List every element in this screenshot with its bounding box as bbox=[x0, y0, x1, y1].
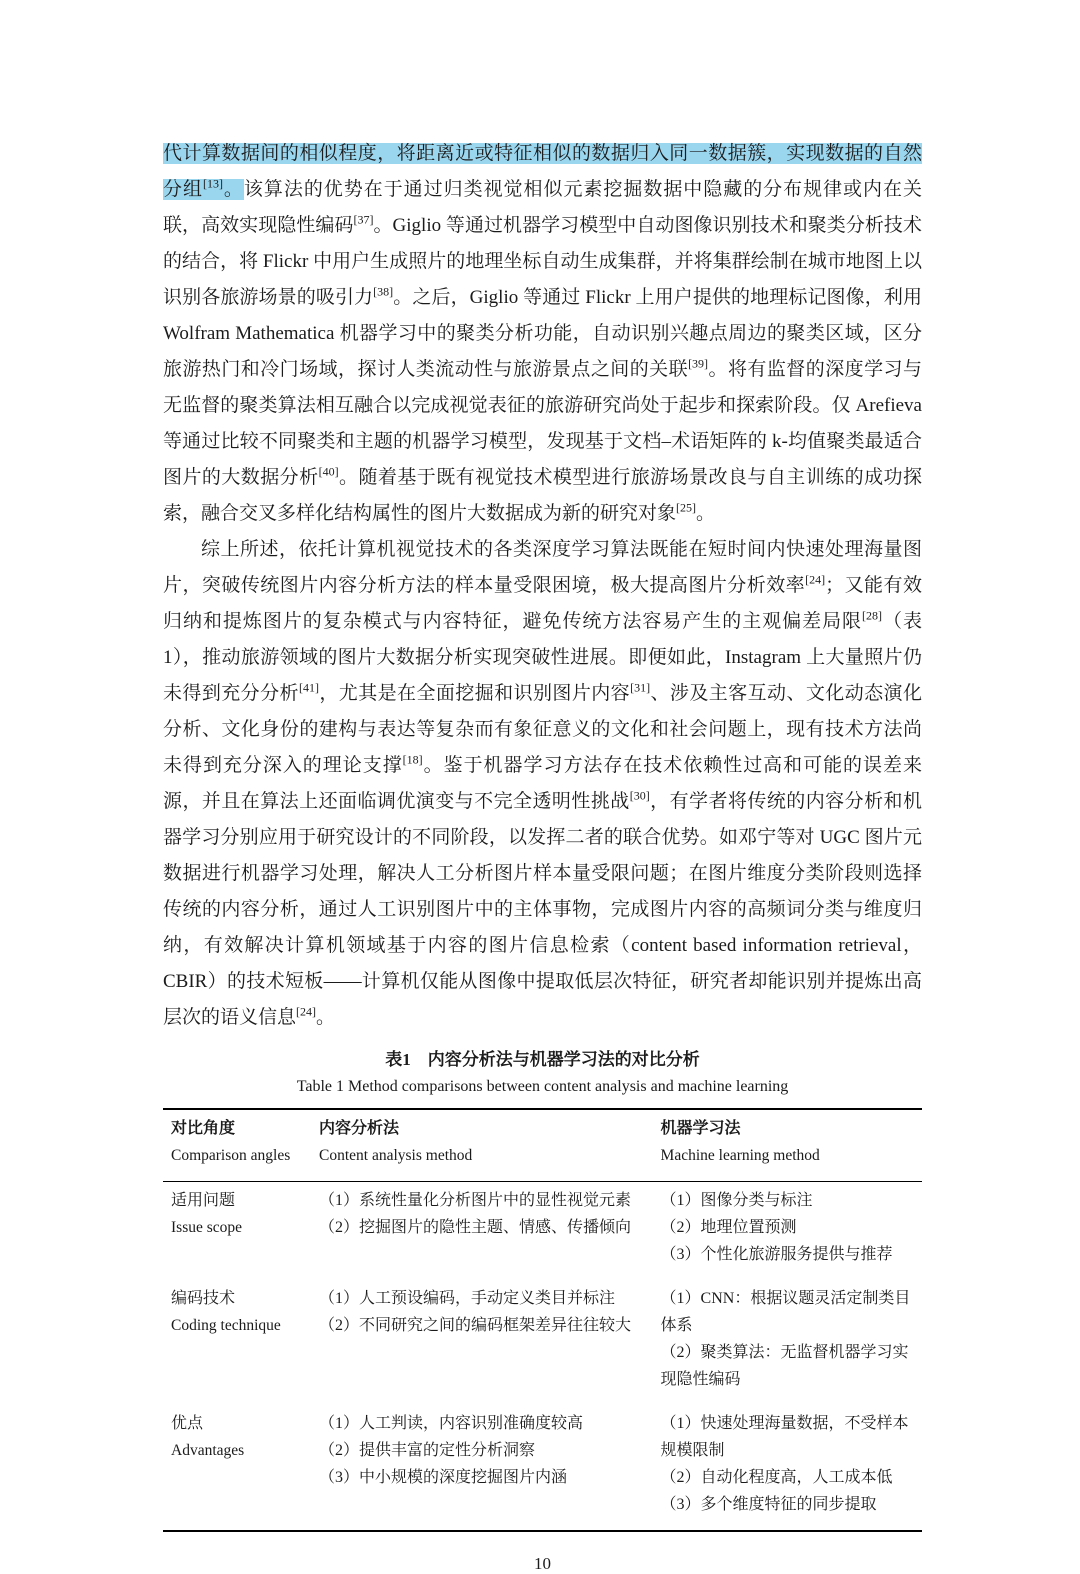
table-row bbox=[163, 1280, 922, 1405]
ml-item: （2）地理位置预测 bbox=[660, 1219, 797, 1236]
header-content-analysis-en: Content analysis method bbox=[319, 1147, 473, 1164]
table-row bbox=[163, 1405, 922, 1531]
content-item: （1）人工判读，内容识别准确度较高 bbox=[319, 1415, 584, 1432]
paragraph-2: 综上所述，依托计算机视觉技术的各类深度学习算法既能在短时间内快速处理海量图片，突破传统图片内容分析方法的样本量受限困境，极大提高图片分析效率[24]；又能有效归纳和提炼图片的复杂模式与内容特征，避免传统方法容易产生的主观偏差局限[28]（表 1），推动旅游领域的图片大数据分析实现突破性进展。即便如此，Instagram 上大量照片仍未得到充分分析[41]，尤其是在全面挖掘和识别图片内容[31]、涉及主客互动、文化动态演化分析、文化身份的建构与表达等复杂而有象征意义的文化和社会问题上，现有技术方法尚未得到充分深入的理论支撑[18]。鉴于机器学习方法存在技术依赖性过高和可能的误差来源，并且在算法上还面临调优演变与不完全透明性挑战[30]，有学者将传统的内容分析和机器学习分别应用于研究设计的不同阶段，以发挥二者的联合优势。如邓宁等对 UGC 图片元数据进行机器学习处理，解决人工分析图片样本量受限问题；在图片维度分类阶段则选择传统的内容分析，通过人工识别图片中的主体事物，完成图片内容的高频词分类与维度归纳，有效解决计算机领域基于内容的图片信息检索（content based information retrieval，CBIR）的技术短板——计算机仅能从图像中提取低层次特征，研究者却能识别并提炼出高层次的语义信息[24]。 bbox=[163, 539, 922, 1028]
ml-item: （3）个性化旅游服务提供与推荐 bbox=[660, 1246, 893, 1263]
content-item: （2）挖掘图片的隐性主题、情感、传播倾向 bbox=[319, 1219, 632, 1236]
content-item: （3）中小规模的深度挖掘图片内涵 bbox=[319, 1469, 568, 1486]
table-header-row bbox=[163, 1109, 922, 1182]
header-comparison-angles-zh: 对比角度 bbox=[171, 1120, 236, 1137]
ml-item: （2）聚类算法：无监督机器学习实现隐性编码 bbox=[660, 1344, 909, 1388]
content-item: （2）提供丰富的定性分析洞察 bbox=[319, 1442, 536, 1459]
comparison-table bbox=[163, 1108, 922, 1532]
ml-item: （2）自动化程度高，人工成本低 bbox=[660, 1469, 893, 1486]
header-machine-learning-zh: 机器学习法 bbox=[660, 1120, 741, 1137]
ml-item: （1）图像分类与标注 bbox=[660, 1192, 813, 1209]
row-content-cell bbox=[311, 1405, 653, 1531]
content-item: （1）人工预设编码，手动定义类目并标注 bbox=[319, 1290, 616, 1307]
row-angle-cell bbox=[163, 1405, 311, 1531]
row-content-cell bbox=[311, 1280, 653, 1405]
row-angle-cell bbox=[163, 1280, 311, 1405]
row-angle-en: Advantages bbox=[171, 1442, 245, 1459]
row-ml-cell bbox=[653, 1182, 922, 1281]
row-ml-cell bbox=[653, 1280, 922, 1405]
header-content-analysis bbox=[311, 1109, 653, 1182]
row-content-cell bbox=[311, 1182, 653, 1281]
row-angle-en: Issue scope bbox=[171, 1219, 243, 1236]
ml-item: （1）CNN：根据议题灵活定制类目体系 bbox=[660, 1290, 911, 1334]
ml-item: （1）快速处理海量数据，不受样本规模限制 bbox=[660, 1415, 909, 1459]
highlighted-text: 代计算数据间的相似程度，将距离近或特征相似的数据归入同一数据簇，实现数据的自然分组[13]。 bbox=[163, 143, 922, 200]
table-caption-zh: 表1 内容分析法与机器学习法的对比分析 bbox=[385, 1050, 700, 1069]
row-angle-zh: 优点 bbox=[171, 1415, 204, 1432]
header-comparison-angles-en: Comparison angles bbox=[171, 1147, 291, 1164]
row-angle-zh: 适用问题 bbox=[171, 1192, 236, 1209]
table-caption-en: Table 1 Method comparisons between content analysis and machine learning bbox=[296, 1078, 789, 1095]
header-machine-learning-en: Machine learning method bbox=[660, 1147, 820, 1164]
content-item: （2）不同研究之间的编码框架差异往往较大 bbox=[319, 1317, 632, 1334]
paragraph-1-text: 该算法的优势在于通过归类视觉相似元素挖掘数据中隐藏的分布规律或内在关联，高效实现隐性编码[37]。Giglio 等通过机器学习模型中自动图像识别技术和聚类分析技术的结合，将 Flickr 中用户生成照片的地理坐标自动生成集群，并将集群绘制在城市地图上以识别各旅游场景的吸引力[38]。之后，Giglio 等通过 Flickr 上用户提供的地理标记图像，利用 Wolfram Mathematica 机器学习中的聚类分析功能，自动识别兴趣点周边的聚类区域，区分旅游热门和冷门场域，探讨人类流动性与旅游景点之间的关联[39]。将有监督的深度学习与无监督的聚类算法相互融合以完成视觉表征的旅游研究尚处于起步和探索阶段。仅 Arefieva 等通过比较不同聚类和主题的机器学习模型，发现基于文档–术语矩阵的 k-均值聚类最适合图片的大数据分析[40]。随着基于既有视觉技术模型进行旅游场景改良与自主训练的成功探索，融合交叉多样化结构属性的图片大数据成为新的研究对象[25]。 bbox=[163, 179, 922, 524]
header-machine-learning bbox=[653, 1109, 922, 1182]
paragraph-1 bbox=[163, 136, 922, 532]
row-angle-zh: 编码技术 bbox=[171, 1290, 236, 1307]
header-comparison-angles bbox=[163, 1109, 311, 1182]
row-ml-cell bbox=[653, 1405, 922, 1531]
content-item: （1）系统性量化分析图片中的显性视觉元素 bbox=[319, 1192, 632, 1209]
header-content-analysis-zh: 内容分析法 bbox=[319, 1120, 400, 1137]
page-number: 10 bbox=[534, 1554, 551, 1573]
table-row bbox=[163, 1182, 922, 1281]
row-angle-en: Coding technique bbox=[171, 1317, 281, 1334]
row-angle-cell bbox=[163, 1182, 311, 1281]
ml-item: （3）多个维度特征的同步提取 bbox=[660, 1496, 877, 1513]
